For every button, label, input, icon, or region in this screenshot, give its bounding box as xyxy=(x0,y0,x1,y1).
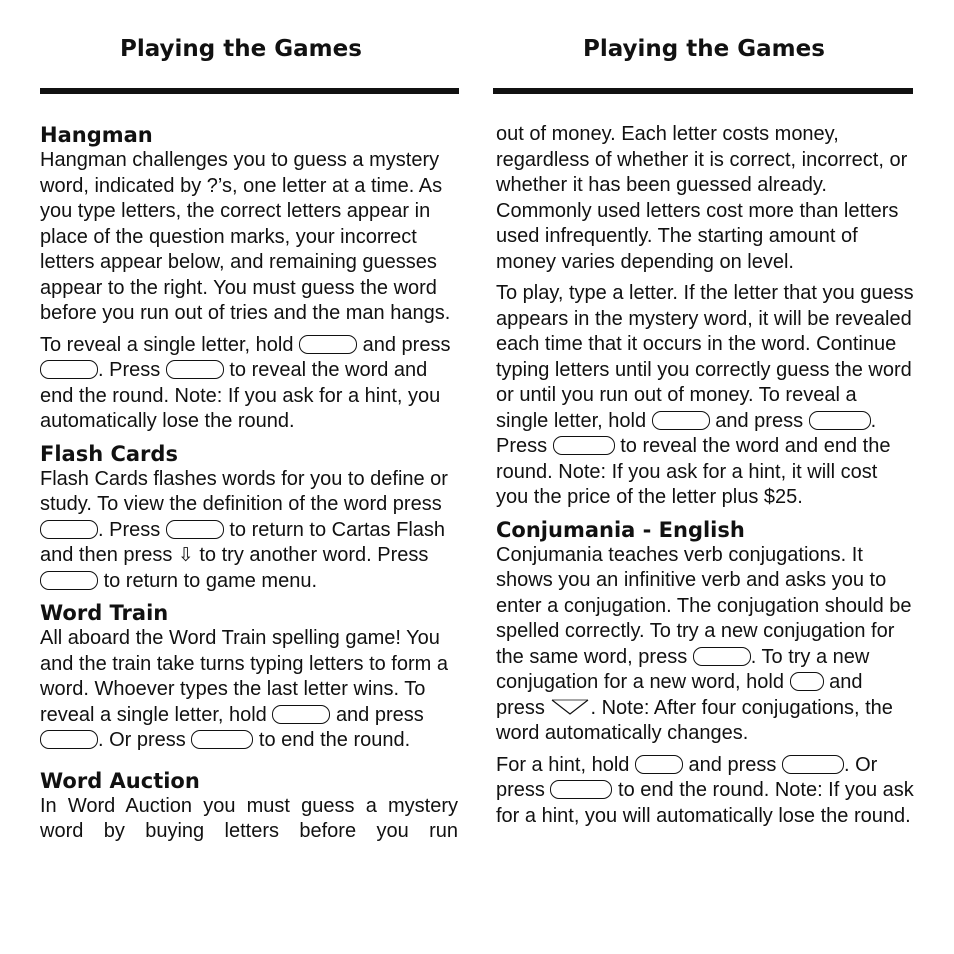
key-icon xyxy=(272,705,330,724)
flash-cards-heading: Flash Cards xyxy=(40,441,178,466)
key-icon xyxy=(191,730,253,749)
word-auction-text: In Word Auction you must guess a mystery word by buying letters before you run xyxy=(40,794,458,842)
conjumania-hint-text: For a hint, hold and press . Or press to end the round. Note: If you ask for a hint, you will automatically lose the round. xyxy=(496,753,914,827)
key-icon xyxy=(635,755,683,774)
flash-cards-text: Flash Cards flashes words for you to define or study. To view the definition of the word press . Press to return to Cartas Flash and then press ⇩ to try another word. Press to return to game menu. xyxy=(40,467,448,592)
key-icon xyxy=(790,672,824,691)
key-icon xyxy=(299,335,357,354)
conjumania-heading: Conjumania - English xyxy=(496,517,745,542)
key-icon xyxy=(782,755,844,774)
left-column xyxy=(40,116,458,851)
key-icon xyxy=(693,647,751,666)
down-triangle-icon xyxy=(550,698,590,716)
left-header-rule xyxy=(40,88,459,94)
right-column xyxy=(496,122,914,835)
key-icon xyxy=(553,436,615,455)
key-icon xyxy=(166,520,224,539)
right-header-rule xyxy=(493,88,913,94)
hangman-intro: Hangman challenges you to guess a mystery word, indicated by ?’s, one letter at a time. As you type letters, the correct letters appear in place of the question marks, your incorrect letters appear below, and remaining guesses appear to the right. You must guess the word before you run out of tries and the man hangs. xyxy=(40,149,451,324)
hangman-instructions: To reveal a single letter, hold and press . Press to reveal the word and end the round. Note: If you ask for a hint, you automatically lose the round. xyxy=(40,333,451,432)
key-icon xyxy=(652,411,710,430)
key-icon xyxy=(40,730,98,749)
word-auction-heading: Word Auction xyxy=(40,768,200,793)
key-icon xyxy=(809,411,871,430)
down-arrow-icon: ⇩ xyxy=(177,544,194,566)
key-icon xyxy=(550,780,612,799)
word-auction-continued: out of money. Each letter costs money, regardless of whether it is correct, incorrect, or whether it has been guessed already. Commonly used letters cost more than letters used infrequently. The starting amount of money varies depending on level. xyxy=(496,123,908,273)
key-icon xyxy=(40,520,98,539)
left-page-header: Playing the Games xyxy=(120,36,362,62)
key-icon xyxy=(40,360,98,379)
right-page-header: Playing the Games xyxy=(583,36,825,62)
key-icon xyxy=(166,360,224,379)
word-train-heading: Word Train xyxy=(40,601,169,625)
hangman-heading: Hangman xyxy=(40,123,153,147)
key-icon xyxy=(40,571,98,590)
conjumania-text: Conjumania teaches verb conjugations. It shows you an infinitive verb and asks you to enter a conjugation. The conjugation should be spelled correctly. To try a new conjugation for the same word, press . To try a new conjugation for a new word, hold and press . Note: After four conjugations, the word automatically changes. xyxy=(496,543,912,744)
word-auction-play-text: To play, type a letter. If the letter that you guess appears in the mystery word, it will be revealed each time that it occurs in the word. Continue typing letters until you correctly guess the word or until you run out of money. To reveal a single letter, hold and press . Press to reveal the word and end the round. Note: If you ask for a hint, it will cost you the price of the letter plus $25. xyxy=(496,282,914,508)
word-train-text: All aboard the Word Train spelling game! You and the train take turns typing letters to form a word. Whoever types the last letter wins. To reveal a single letter, hold and press . Or press to end the round. xyxy=(40,627,448,751)
